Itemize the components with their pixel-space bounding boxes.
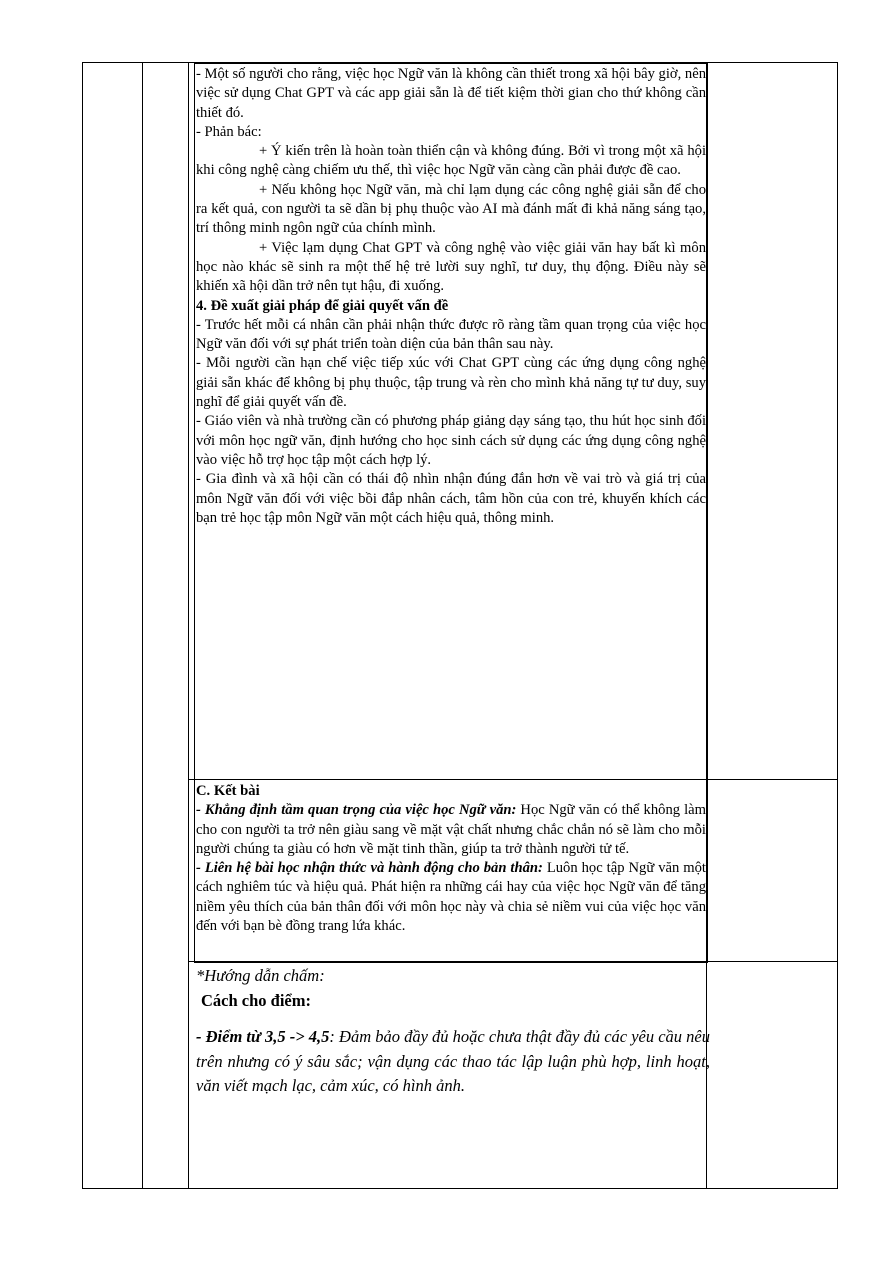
scoring-title bbox=[196, 989, 710, 1014]
guide-label bbox=[196, 964, 710, 989]
conclusion-p1-label: - Khẳng định tầm quan trọng của việc học Ngữ văn: bbox=[196, 802, 517, 819]
conclusion-p2-label: - Liên hệ bài học nhận thức và hành động cho bản thân: bbox=[196, 860, 543, 877]
score-text: : Đảm bảo đầy đủ hoặc chưa thật đầy đủ các yêu cầu nêu trên nhưng có ý sâu sắc; vận dụng các thao tác lập luận phù hợp, linh hoạt, văn viết mạch lạc, cảm xúc, có hình ảnh. bbox=[196, 1027, 711, 1095]
conclusion-content bbox=[196, 782, 706, 936]
conclusion-p2-text: Luôn học tập Ngữ văn một cách nghiêm túc và hiệu quả. Phát hiện ra những cái hay của việc học Ngữ văn để tăng niềm yêu thích của bản thân đối với môn học này và chia sẻ niềm vui của việc học văn đến với bạn bè đồng trang lứa khác. bbox=[196, 860, 706, 935]
scoring-title-text: Cách cho điểm: bbox=[201, 990, 311, 1010]
score-label: - Điểm từ 3,5 -> 4,5 bbox=[196, 1027, 330, 1046]
conclusion-heading bbox=[196, 782, 706, 801]
solution-3: - Giáo viên và nhà trường cần có phương pháp giảng dạy sáng tạo, thu hút học sinh đối với môn học ngữ văn, định hướng cho học sinh cách sử dụng các ứng dụng công nghệ vào việc hỗ trợ học tập một cách hợp lý. bbox=[196, 413, 706, 468]
spacer bbox=[196, 1013, 710, 1025]
paragraph-rebuttal: - Phản bác: bbox=[196, 123, 262, 140]
paragraph-point-2: + Nếu không học Ngữ văn, mà chỉ lạm dụng các công nghệ giải sẵn để cho ra kết quả, con người ta sẽ dần bị phụ thuộc vào AI mà đánh mất đi khả năng sáng tạo, trí thông minh ngôn ngữ của chính mình. bbox=[196, 181, 706, 237]
rubric-table bbox=[82, 62, 838, 1189]
solution-2: - Mỗi người cần hạn chế việc tiếp xúc với Chat GPT cùng các ứng dụng công nghệ giải sẵn khác để không bị phụ thuộc, tập trung và rèn cho mình khả năng tự tư duy, suy nghĩ để giải quyết vấn đề. bbox=[196, 355, 706, 411]
table-bottom-border bbox=[82, 1188, 838, 1189]
conclusion-heading-text: C. Kết bài bbox=[196, 783, 260, 799]
col-border-3 bbox=[188, 62, 189, 1189]
col-border-1 bbox=[82, 62, 83, 1189]
paragraph-opinion: - Một số người cho rằng, việc học Ngữ văn là không cần thiết trong xã hội bây giờ, nên việc sử dụng Chat GPT và các app giải sẵn là để tiết kiệm thời gian cho thứ không cần thiết đó. bbox=[196, 66, 706, 121]
grading-guide bbox=[196, 964, 710, 1099]
paragraph-point-1: + Ý kiến trên là hoàn toàn thiển cận và không đúng. Bởi vì trong một xã hội khi công nghệ càng chiếm ưu thế, thì việc học Ngữ văn càng cần phải được đề cao. bbox=[196, 143, 706, 179]
conclusion-p1-text: Học Ngữ văn có thể không làm cho con người ta trở nên giàu sang về mặt vật chất nhưng chắc chắn nó sẽ làm cho mỗi người chúng ta giàu có hơn về mặt tinh thần, giúp ta trở thành người tử tế. bbox=[196, 802, 707, 857]
guide-label-text: *Hướng dẫn chấm: bbox=[196, 966, 325, 985]
heading-solutions bbox=[196, 297, 706, 316]
body-content bbox=[196, 65, 706, 528]
col-border-5 bbox=[837, 62, 838, 1189]
solution-1: - Trước hết mỗi cá nhân cần phải nhận thức được rõ ràng tầm quan trọng của việc học Ngữ văn đối với sự phát triển toàn diện của bản thân sau này. bbox=[196, 316, 706, 353]
paragraph-point-3: + Việc lạm dụng Chat GPT và công nghệ vào việc giải văn hay bất kì môn học nào khác sẽ sinh ra một thế hệ trẻ lười suy nghĩ, tư duy, thụ động. Điều này sẽ khiến xã hội dần trở nên tụt hậu, đi xuống. bbox=[196, 239, 706, 295]
score-criteria bbox=[196, 1025, 710, 1099]
conclusion-paragraph-1 bbox=[196, 801, 706, 859]
heading-solutions-text: 4. Đề xuất giải pháp để giải quyết vấn đề bbox=[196, 297, 449, 314]
solution-4: - Gia đình và xã hội cần có thái độ nhìn nhận đúng đắn hơn về vai trò và giá trị của môn Ngữ văn đối với việc bồi đắp nhân cách, tâm hồn của con trẻ, khuyến khích các bạn trẻ học tập môn Ngữ văn một cách hiệu quả, thông minh. bbox=[196, 471, 706, 526]
conclusion-paragraph-2 bbox=[196, 859, 706, 936]
col-border-2 bbox=[142, 62, 143, 1189]
